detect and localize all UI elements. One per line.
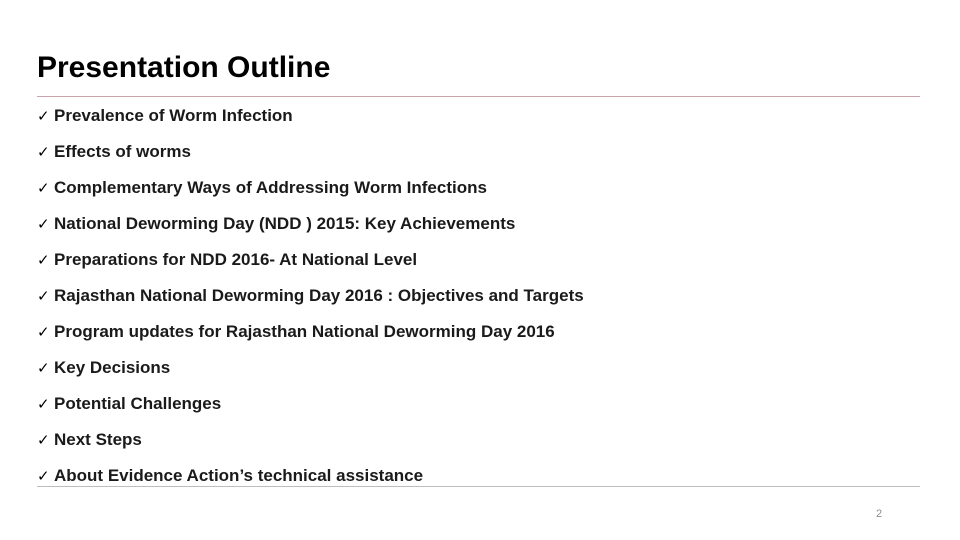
check-icon: ✓ bbox=[37, 467, 50, 485]
check-icon: ✓ bbox=[37, 359, 50, 377]
slide-title: Presentation Outline bbox=[37, 51, 331, 84]
check-icon: ✓ bbox=[37, 251, 50, 269]
outline-item-label: Potential Challenges bbox=[54, 394, 222, 413]
outline-item-label: Complementary Ways of Addressing Worm Infections bbox=[54, 178, 487, 197]
outline-item bbox=[37, 386, 584, 422]
title-divider bbox=[37, 96, 920, 97]
check-icon: ✓ bbox=[37, 323, 50, 341]
check-icon: ✓ bbox=[37, 431, 50, 449]
outline-item bbox=[37, 170, 584, 206]
check-icon: ✓ bbox=[37, 143, 50, 161]
outline-item-label: Program updates for Rajasthan National Deworming Day 2016 bbox=[54, 322, 555, 341]
outline-item bbox=[37, 458, 584, 494]
outline-item bbox=[37, 98, 584, 134]
outline-item-label: Prevalence of Worm Infection bbox=[54, 106, 293, 125]
check-icon: ✓ bbox=[37, 287, 50, 305]
check-icon: ✓ bbox=[37, 395, 50, 413]
outline-item bbox=[37, 134, 584, 170]
check-icon: ✓ bbox=[37, 107, 50, 125]
check-icon: ✓ bbox=[37, 179, 50, 197]
footer-divider bbox=[37, 486, 920, 487]
outline-item bbox=[37, 422, 584, 458]
outline-item bbox=[37, 314, 584, 350]
check-icon: ✓ bbox=[37, 215, 50, 233]
outline-item bbox=[37, 350, 584, 386]
outline-item bbox=[37, 278, 584, 314]
outline-item bbox=[37, 206, 584, 242]
outline-item-label: Next Steps bbox=[54, 430, 142, 449]
outline-item-label: About Evidence Action’s technical assistance bbox=[54, 466, 424, 485]
outline-item bbox=[37, 242, 584, 278]
outline-list bbox=[37, 98, 584, 494]
outline-item-label: Key Decisions bbox=[54, 358, 171, 377]
outline-item-label: Rajasthan National Deworming Day 2016 : Objectives and Targets bbox=[54, 286, 584, 305]
outline-item-label: Preparations for NDD 2016- At National Level bbox=[54, 250, 418, 269]
page-number: 2 bbox=[876, 508, 883, 520]
outline-item-label: National Deworming Day (NDD ) 2015: Key Achievements bbox=[54, 214, 516, 233]
outline-item-label: Effects of worms bbox=[54, 142, 191, 161]
